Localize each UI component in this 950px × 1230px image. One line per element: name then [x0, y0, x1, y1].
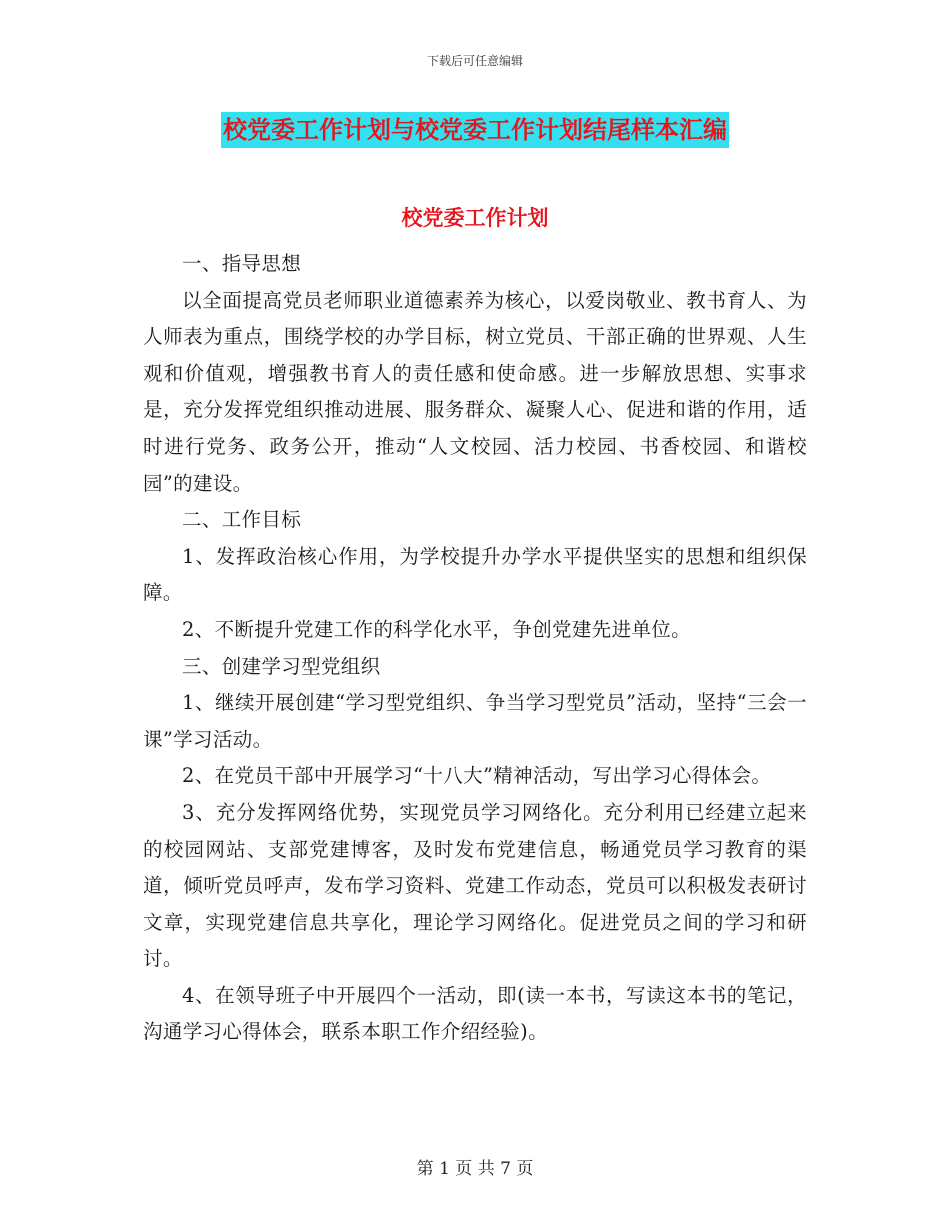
paragraph-learning-2: 2、在党员干部中开展学习“十八大”精神活动，写出学习心得体会。: [182, 764, 772, 788]
heading-work-goals: 二、工作目标: [182, 508, 302, 532]
page-header-note: 下载后可任意编辑: [426, 54, 523, 68]
heading-guiding-ideology: 一、指导思想: [182, 252, 302, 275]
paragraph-learning-1: 1、继续开展创建“学习型党组织、争当学习型党员”活动，坚持“三会一课”学习活动。: [143, 691, 807, 751]
paragraph-goal-1: 1、发挥政治核心作用，为学校提升办学水平提供坚实的思想和组织保障。: [143, 544, 807, 605]
section-title: 校党委工作计划: [401, 206, 549, 230]
main-title: 校党委工作计划与校党委工作计划结尾样本汇编: [221, 112, 729, 148]
paragraph-learning-4: 4、在领导班子中开展四个一活动，即(读一本书，写读这本书的笔记，沟通学习心得体会，联系本职工作介绍经验)。: [143, 983, 807, 1044]
paragraph-guiding-ideology: 以全面提高党员老师职业道德素养为核心，以爱岗敬业、教书育人、为人师表为重点，围绕学校的办学目标，树立党员、干部正确的世界观、人生观和价值观，增强教书育人的责任感和使命感。进一步解放思想、实事求是，充分发挥党组织推动进展、服务群众、凝聚人心、促进和谐的作用，适时进行党务、政务公开，推动“人文校园、活力校园、书香校园、和谐校园”的建设。: [143, 288, 807, 495]
paragraph-learning-3: 3、充分发挥网络优势，实现党员学习网络化。充分利用已经建立起来的校园网站、支部党建博客，及时发布党建信息，畅通党员学习教育的渠道，倾听党员呼声，发布学习资料、党建工作动态，党员可以积极发表研讨文章，实现党建信息共享化，理论学习网络化。促进党员之间的学习和研讨。: [143, 800, 807, 971]
page-footer: 第 1 页 共 7 页: [416, 1159, 534, 1179]
main-title-container: [0, 112, 950, 148]
document-body: [143, 246, 807, 1051]
heading-learning-party: 三、创建学习型党组织: [182, 654, 381, 678]
paragraph-goal-2: 2、不断提升党建工作的科学化水平，争创党建先进单位。: [182, 617, 692, 641]
